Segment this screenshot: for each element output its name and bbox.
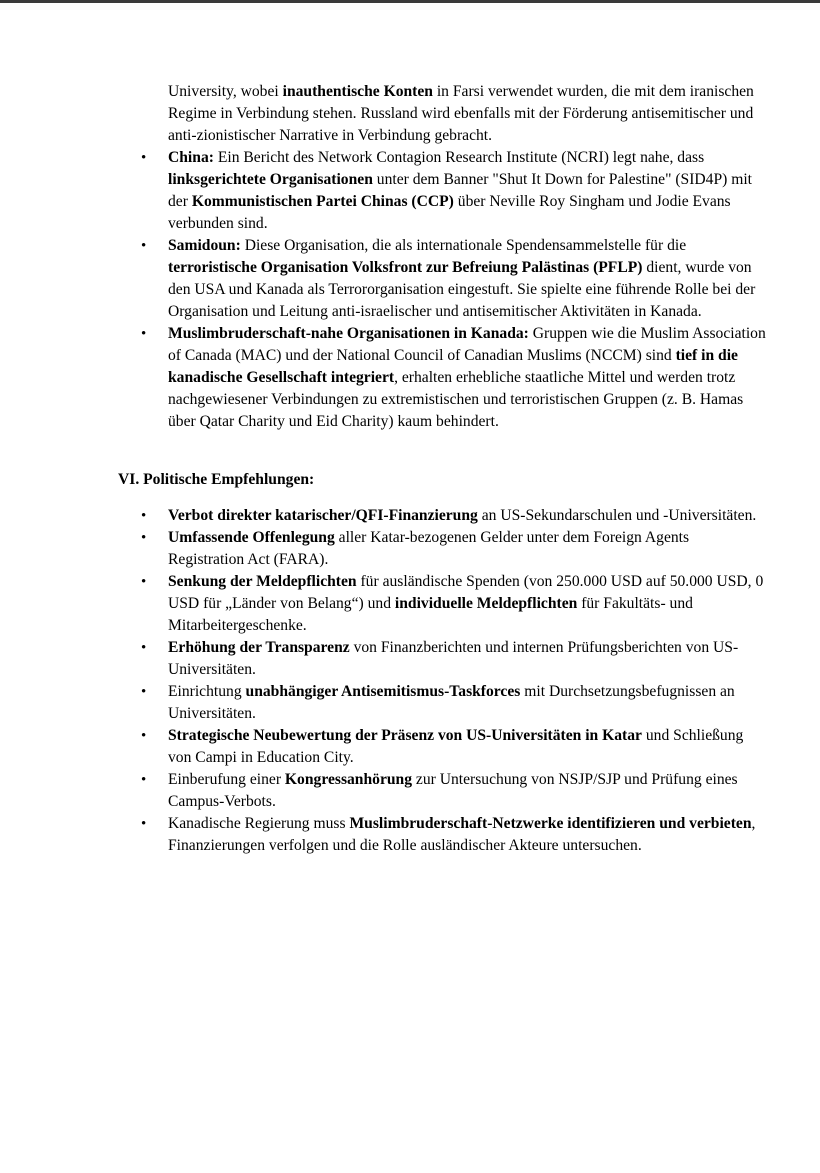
bold-segment: unabhängiger Antisemitismus-Taskforces xyxy=(245,683,521,700)
list-item xyxy=(0,769,768,813)
bold-segment: linksgerichtete Organisationen xyxy=(168,171,373,188)
text-segment: Ein Bericht des Network Contagion Research Institute (NCRI) legt nahe, dass xyxy=(213,149,705,166)
bold-segment: tief in die kanadische Gesellschaft integriert xyxy=(168,347,738,386)
text-segment: unter dem Banner "Shut It Down for Palestine" (SID4P) mit der xyxy=(168,171,753,210)
bold-segment: Muslimbruderschaft-nahe Organisationen in Kanada: xyxy=(168,325,529,342)
list-item xyxy=(0,681,768,725)
list-item xyxy=(0,571,768,637)
recommendations-list xyxy=(0,505,820,857)
actors-list xyxy=(0,147,820,433)
list-item xyxy=(0,637,768,681)
top-border xyxy=(0,0,820,3)
text-segment: für Fakultäts- und Mitarbeitergeschenke. xyxy=(168,595,693,634)
list-item xyxy=(0,505,768,527)
bold-segment: China: xyxy=(168,149,214,166)
bold-segment: Erhöhung der Transparenz xyxy=(168,639,350,656)
text-segment: von Finanzberichten und internen Prüfungsberichten von US-Universitäten. xyxy=(168,639,739,678)
text-segment: in Farsi verwendet wurden, die mit dem iranischen Regime in Verbindung stehen. Russland wird ebenfalls mit der Förderung antisemitischer und anti-zionistischer Narrative in Verbindung gebracht. xyxy=(168,83,754,144)
text-segment: mit Durchsetzungsbefugnissen an Universitäten. xyxy=(168,683,735,722)
text-segment: Diese Organisation, die als internationale Spendensammelstelle für die xyxy=(240,237,687,254)
text-segment: an US-Sekundarschulen und -Universitäten. xyxy=(477,507,757,524)
bold-segment: Verbot direkter katarischer/QFI-Finanzierung xyxy=(168,507,478,524)
bold-segment: Kommunistischen Partei Chinas (CCP) xyxy=(191,193,454,210)
text-segment: Einrichtung xyxy=(168,683,246,700)
section-heading: VI. Politische Empfehlungen: xyxy=(118,471,315,488)
text-segment: und Schließung von Campi in Education City. xyxy=(168,727,744,766)
text-segment: Einberufung einer xyxy=(168,771,285,788)
bold-segment: individuelle Meldepflichten xyxy=(394,595,578,612)
bold-segment: inauthentische Konten xyxy=(282,83,433,100)
list-item xyxy=(0,725,768,769)
bold-segment: Senkung der Meldepflichten xyxy=(168,573,357,590)
text-segment: , Finanzierungen verfolgen und die Rolle ausländischer Akteure untersuchen. xyxy=(168,815,756,854)
continuation-paragraph xyxy=(168,81,768,147)
bold-segment: Kongressanhörung xyxy=(284,771,413,788)
text-segment: Kanadische Regierung muss xyxy=(168,815,350,832)
bold-segment: Muslimbruderschaft-Netzwerke identifizieren und verbieten xyxy=(349,815,752,832)
list-item xyxy=(0,813,768,857)
text-segment: Gruppen wie die Muslim Association of Canada (MAC) und der National Council of Canadian Muslims (NCCM) sind xyxy=(168,325,766,364)
text-segment: University, wobei xyxy=(168,83,283,100)
bold-segment: terroristische Organisation Volksfront zur Befreiung Palästinas (PFLP) xyxy=(168,259,643,276)
bold-segment: Umfassende Offenlegung xyxy=(168,529,335,546)
bold-segment: Samidoun: xyxy=(168,237,241,254)
text-segment: , erhalten erhebliche staatliche Mittel und werden trotz nachgewiesener Verbindungen zu extremistischen und terroristischen Gruppen (z. B. Hamas über Qatar Charity und Eid Charity) kaum behindert. xyxy=(168,369,744,430)
text-segment: zur Untersuchung von NSJP/SJP und Prüfung eines Campus-Verbots. xyxy=(168,771,738,810)
list-item xyxy=(0,527,768,571)
text-segment: über Neville Roy Singham und Jodie Evans verbunden sind. xyxy=(168,193,731,232)
text-segment: für ausländische Spenden (von 250.000 USD auf 50.000 USD, 0 USD für „Länder von Belang“) und xyxy=(168,573,764,612)
text-segment: aller Katar-bezogenen Gelder unter dem Foreign Agents Registration Act (FARA). xyxy=(168,529,690,568)
text-segment: dient, wurde von den USA und Kanada als Terrororganisation eingestuft. Sie spielte eine führende Rolle bei der Organisation und Leitung anti-israelischer und antisemitischer Aktivitäten in Kanada. xyxy=(168,259,756,320)
list-item-samidoun xyxy=(0,235,768,323)
list-item-china xyxy=(0,147,768,235)
list-item-muslim-brotherhood xyxy=(0,323,768,433)
bold-segment: Strategische Neubewertung der Präsenz von US-Universitäten in Katar xyxy=(168,727,642,744)
